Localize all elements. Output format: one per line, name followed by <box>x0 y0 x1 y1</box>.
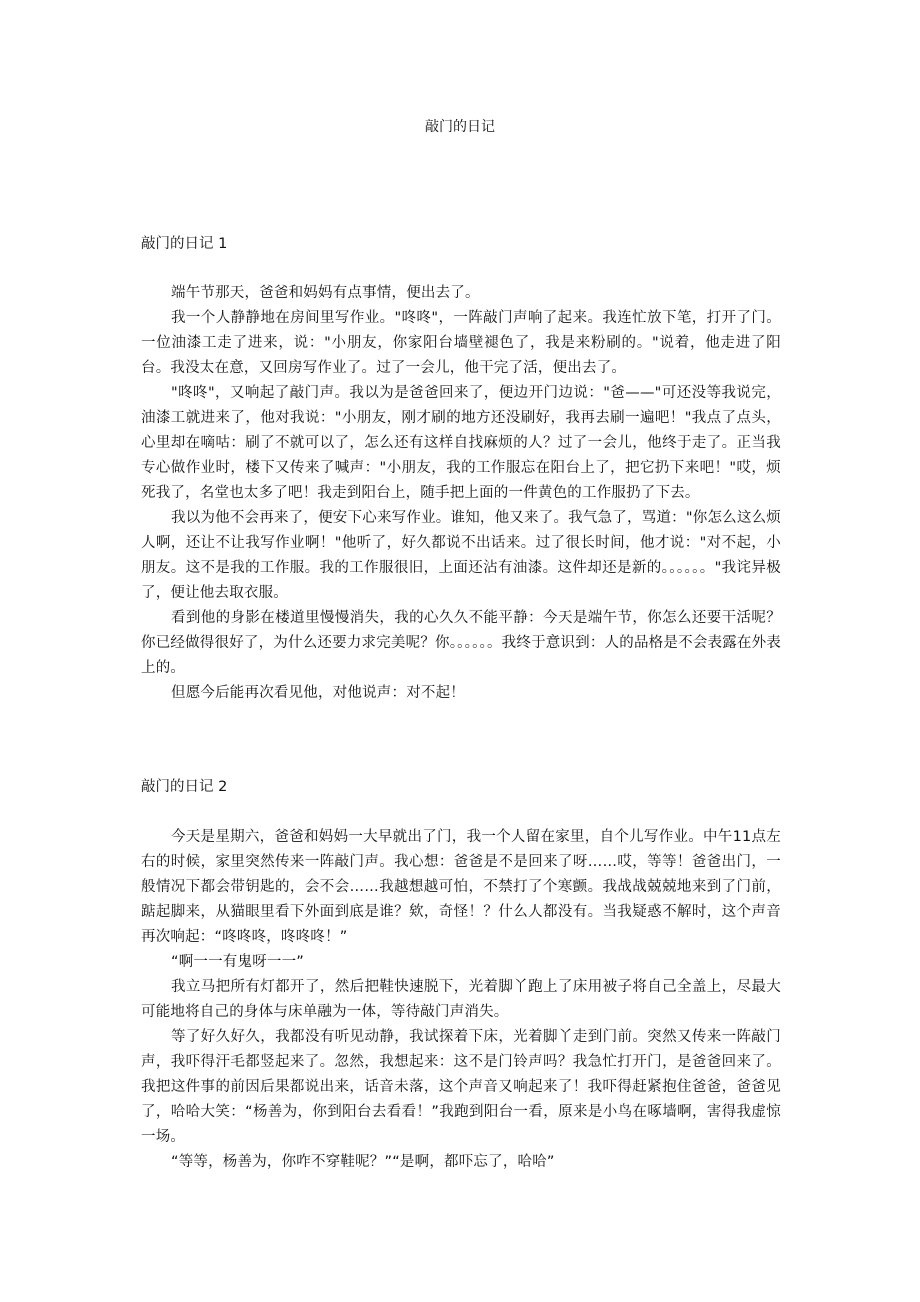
document-title: 敲门的日记 <box>425 119 495 135</box>
paragraph: 我以为他不会再来了，便安下心来写作业。谁知，他又来了。我气急了，骂道："你怎么这么烦人啊，还让不让我写作业啊！"他听了，好久都说不出话来。过了很长时间，他才说："对不起，小朋友。这不是我的工作服。我的工作服很旧，上面还沾有油漆。这件却还是新的。。。。。。"我诧异极了，便让他去取衣服。 <box>141 510 781 601</box>
section-body-2 <box>141 825 781 1175</box>
section-body-1 <box>141 281 781 706</box>
paragraph: 今天是星期六，爸爸和妈妈一大早就出了门，我一个人留在家里，自个儿写作业。中午11点左右的时候，家里突然传来一阵敲门声。我心想：爸爸是不是回来了呀……哎，等等！爸爸出门，一般情况下都会带钥匙的，会不会……我越想越可怕，不禁打了个寒颤。我战战兢兢地来到了门前，踮起脚来，从猫眼里看下外面到底是谁？欸，奇怪！？什么人都没有。当我疑惑不解时，这个声音再次响起：“咚咚咚，咚咚咚！” <box>141 829 781 945</box>
section-heading-1: 敲门的日记 1 <box>141 236 228 252</box>
paragraph: "咚咚"，又响起了敲门声。我以为是爸爸回来了，便边开门边说："爸——"可还没等我说完，油漆工就进来了，他对我说："小朋友，刚才刷的地方还没刷好，我再去刷一遍吧！"我点了点头，心里却在嘀咕：刷了不就可以了，怎么还有这样自找麻烦的人？过了一会儿，他终于走了。正当我专心做作业时，楼下又传来了喊声："小朋友，我的工作服忘在阳台上了，把它扔下来吧！"哎，烦死我了，名堂也太多了吧！我走到阳台上，随手把上面的一件黄色的工作服扔了下去。 <box>141 385 781 501</box>
paragraph: 我一个人静静地在房间里写作业。"咚咚"，一阵敲门声响了起来。我连忙放下笔，打开了门。一位油漆工走了进来，说："小朋友，你家阳台墙壁褪色了，我是来粉刷的。"说着，他走进了阳台。我没太在意，又回房写作业了。过了一会儿，他干完了活，便出去了。 <box>141 310 781 376</box>
paragraph: 等了好久好久，我都没有听见动静，我试探着下床，光着脚丫走到门前。突然又传来一阵敲门声，我吓得汗毛都竖起来了。忽然，我想起来：这不是门铃声吗？我急忙打开门，是爸爸回来了。我把这件事的前因后果都说出来，话音未落，这个声音又响起来了！我吓得赶紧抱住爸爸，爸爸见了，哈哈大笑：“杨善为，你到阳台去看看！”我跑到阳台一看，原来是小鸟在啄墙啊，害得我虚惊一场。 <box>141 1029 781 1145</box>
paragraph: 端午节那天，爸爸和妈妈有点事情，便出去了。 <box>171 285 480 301</box>
paragraph: 看到他的身影在楼道里慢慢消失，我的心久久不能平静：今天是端午节，你怎么还要干活呢？你已经做得很好了，为什么还要力求完美呢？你。。。。。。我终于意识到：人的品格是不会表露在外表上的。 <box>141 610 781 676</box>
paragraph: 但愿今后能再次看见他，对他说声：对不起！ <box>171 685 465 701</box>
paragraph: “等等，杨善为，你咋不穿鞋呢？”“是啊，都吓忘了，哈哈” <box>171 1154 555 1170</box>
paragraph: “啊一一有鬼呀一一” <box>171 954 305 970</box>
section-heading-2: 敲门的日记 2 <box>141 779 228 795</box>
paragraph: 我立马把所有灯都开了，然后把鞋快速脱下，光着脚丫跑上了床用被子将自己全盖上，尽最大可能地将自己的身体与床单融为一体，等待敲门声消失。 <box>141 979 781 1020</box>
